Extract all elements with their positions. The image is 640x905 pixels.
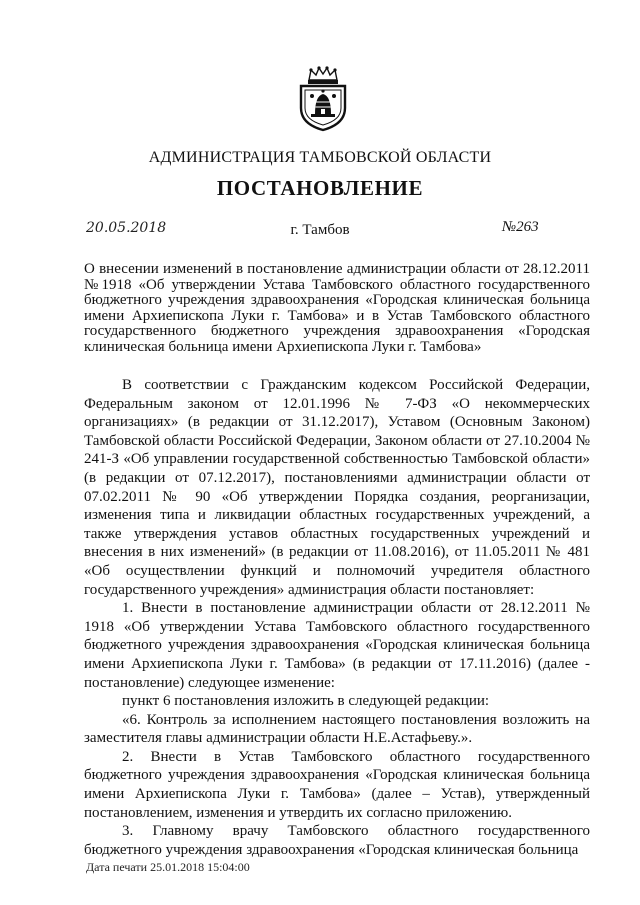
document-city: г. Тамбов	[290, 222, 350, 238]
document-body	[84, 376, 590, 859]
document-date: 20.05.2018	[86, 220, 167, 236]
paragraph: пункт 6 постановления изложить в следующей редакции:	[122, 693, 490, 710]
document-title: О внесении изменений в постановление администрации области от 28.12.2011 №1918 «Об утверждении Устава Тамбовского областного государственного бюджетного учреждения здравоохранения «Городская клиническая больница имени Архиепископа Луки г. Тамбова» и в Устав Тамбовского областного государственного бюджетного учреждения здравоохранения «Городская клиническая больница имени Архиепископа Луки г. Тамбова»	[84, 261, 590, 355]
print-date: Дата печати 25.01.2018 15:04:00	[86, 860, 250, 874]
paragraph: «6. Контроль за исполнением настоящего постановления возложить на заместителя главы администрации области Н.Е.Астафьеву.».	[84, 711, 590, 747]
organization-name: АДМИНИСТРАЦИЯ ТАМБОВСКОЙ ОБЛАСТИ	[148, 149, 492, 166]
coat-of-arms-icon	[297, 66, 349, 132]
paragraph: 1. Внести в постановление администрации области от 28.12.2011 № 1918 «Об утверждении Устава Тамбовского областного государственного бюджетного учреждения здравоохранения «Городская клиническая больница имени Архиепископа Луки г. Тамбова» (в редакции от 17.11.2016) (далее - постановление) следующее изменение:	[84, 600, 590, 691]
document-type: ПОСТАНОВЛЕНИЕ	[216, 176, 424, 200]
document-number: №263	[502, 219, 539, 235]
paragraph: 2. Внести в Устав Тамбовского областного государственного бюджетного учреждения здравоохранения «Городская клиническая больница имени Архиепископа Луки г. Тамбова» (далее – Устав), утвержденный постановлением, изменения и утвердить их согласно приложению.	[84, 748, 590, 821]
paragraph: В соответствии с Гражданским кодексом Российской Федерации, Федеральным законом от 12.01.1996 № 7-ФЗ «О некоммерческих организациях» (в редакции от 31.12.2017), Уставом (Основным Законом) Тамбовской области Российской Федерации, Законом области от 27.10.2004 № 241-З «Об управлении государственной собственностью Тамбовской области» (в редакции от 07.12.2017), постановлениями администрации области от 07.02.2011 № 90 «Об утверждении Порядка создания, реорганизации, изменения типа и ликвидации областных государственных учреждений, а также утверждения уставов областных государственных учреждений и внесения в них изменений» (в редакции от 11.08.2016), от 11.05.2011 № 481 «Об осуществлении функций и полномочий учредителя областного государственного учреждения» администрация области постановляет:	[84, 377, 590, 598]
paragraph: 3. Главному врачу Тамбовского областного государственного бюджетного учреждения здравоохранения «Городская клиническая больница	[84, 823, 590, 858]
